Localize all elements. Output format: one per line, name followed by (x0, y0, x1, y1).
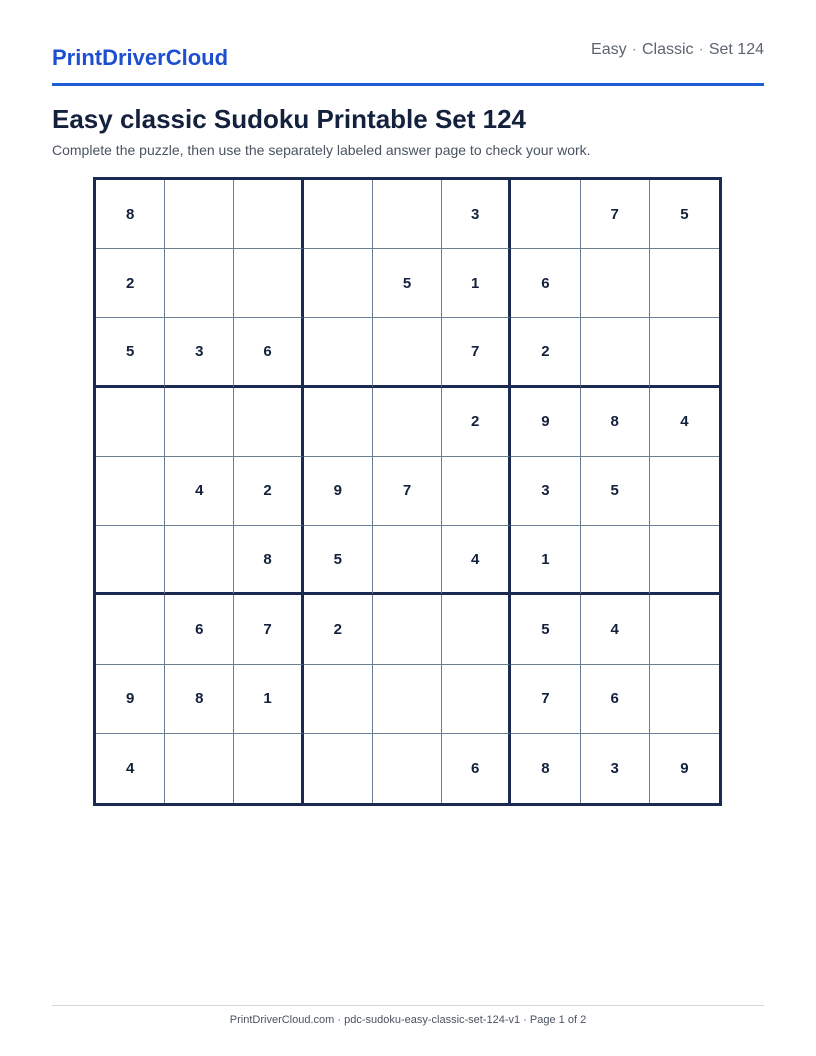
sudoku-given-cell[interactable]: 5 (304, 526, 373, 595)
sudoku-given-cell[interactable]: 7 (442, 318, 511, 387)
sudoku-given-cell[interactable]: 4 (165, 457, 234, 526)
sudoku-given-cell[interactable]: 6 (165, 595, 234, 664)
sudoku-given-cell[interactable]: 1 (234, 665, 303, 734)
meta-separator: · (631, 41, 637, 58)
sudoku-given-cell[interactable]: 7 (373, 457, 442, 526)
sudoku-given-cell[interactable]: 6 (442, 734, 511, 803)
sudoku-given-cell[interactable]: 5 (373, 249, 442, 318)
sudoku-empty-cell[interactable] (234, 388, 303, 457)
brand-logo[interactable]: PrintDriverCloud (52, 45, 229, 70)
sudoku-given-cell[interactable]: 9 (304, 457, 373, 526)
sudoku-empty-cell[interactable] (304, 249, 373, 318)
sudoku-empty-cell[interactable] (96, 526, 165, 595)
sudoku-grid (93, 177, 722, 806)
sudoku-empty-cell[interactable] (234, 180, 303, 249)
sudoku-empty-cell[interactable] (581, 526, 650, 595)
sudoku-empty-cell[interactable] (442, 457, 511, 526)
sudoku-empty-cell[interactable] (650, 665, 719, 734)
sudoku-empty-cell[interactable] (96, 595, 165, 664)
sudoku-empty-cell[interactable] (304, 734, 373, 803)
sudoku-given-cell[interactable]: 8 (581, 388, 650, 457)
meta-set: Set 124 (708, 41, 764, 58)
sudoku-empty-cell[interactable] (373, 388, 442, 457)
sudoku-given-cell[interactable]: 5 (650, 180, 719, 249)
page-header (52, 0, 764, 86)
sudoku-given-cell[interactable]: 4 (96, 734, 165, 803)
sudoku-given-cell[interactable]: 5 (581, 457, 650, 526)
sudoku-empty-cell[interactable] (373, 734, 442, 803)
sudoku-given-cell[interactable]: 9 (511, 388, 580, 457)
sudoku-empty-cell[interactable] (581, 318, 650, 387)
sudoku-given-cell[interactable]: 6 (511, 249, 580, 318)
sudoku-empty-cell[interactable] (304, 665, 373, 734)
sudoku-given-cell[interactable]: 7 (581, 180, 650, 249)
sudoku-empty-cell[interactable] (165, 249, 234, 318)
footer-text: PrintDriverCloud.com · pdc-sudoku-easy-classic-set-124-v1 · Page 1 of 2 (229, 1014, 587, 1026)
sudoku-given-cell[interactable]: 1 (442, 249, 511, 318)
sudoku-empty-cell[interactable] (442, 595, 511, 664)
sudoku-given-cell[interactable]: 2 (96, 249, 165, 318)
sudoku-empty-cell[interactable] (96, 457, 165, 526)
meta-separator: · (698, 41, 704, 58)
sudoku-given-cell[interactable]: 2 (511, 318, 580, 387)
sudoku-given-cell[interactable]: 3 (581, 734, 650, 803)
sudoku-given-cell[interactable]: 5 (96, 318, 165, 387)
sudoku-empty-cell[interactable] (234, 734, 303, 803)
sudoku-given-cell[interactable]: 4 (581, 595, 650, 664)
sudoku-empty-cell[interactable] (373, 595, 442, 664)
meta-difficulty: Easy (591, 41, 627, 58)
page-subtitle: Complete the puzzle, then use the separately labeled answer page to check your work. (52, 142, 591, 158)
page-footer (52, 1005, 764, 1026)
sudoku-empty-cell[interactable] (650, 526, 719, 595)
sudoku-given-cell[interactable]: 3 (511, 457, 580, 526)
sudoku-empty-cell[interactable] (442, 665, 511, 734)
sudoku-given-cell[interactable]: 8 (96, 180, 165, 249)
sudoku-given-cell[interactable]: 9 (96, 665, 165, 734)
sudoku-given-cell[interactable]: 3 (165, 318, 234, 387)
sudoku-empty-cell[interactable] (304, 318, 373, 387)
sudoku-given-cell[interactable]: 3 (442, 180, 511, 249)
sudoku-empty-cell[interactable] (96, 388, 165, 457)
sudoku-given-cell[interactable]: 2 (442, 388, 511, 457)
sudoku-empty-cell[interactable] (581, 249, 650, 318)
sudoku-given-cell[interactable]: 6 (581, 665, 650, 734)
sudoku-given-cell[interactable]: 2 (304, 595, 373, 664)
sudoku-given-cell[interactable]: 2 (234, 457, 303, 526)
sudoku-given-cell[interactable]: 8 (234, 526, 303, 595)
sudoku-empty-cell[interactable] (165, 734, 234, 803)
sudoku-empty-cell[interactable] (373, 665, 442, 734)
sudoku-empty-cell[interactable] (373, 318, 442, 387)
sudoku-given-cell[interactable]: 6 (234, 318, 303, 387)
sudoku-given-cell[interactable]: 8 (165, 665, 234, 734)
sudoku-empty-cell[interactable] (650, 595, 719, 664)
page-title: Easy classic Sudoku Printable Set 124 (52, 104, 527, 134)
sudoku-empty-cell[interactable] (304, 180, 373, 249)
sudoku-empty-cell[interactable] (373, 526, 442, 595)
sudoku-empty-cell[interactable] (165, 388, 234, 457)
sudoku-given-cell[interactable]: 8 (511, 734, 580, 803)
sudoku-given-cell[interactable]: 9 (680, 759, 689, 777)
sudoku-empty-cell[interactable] (650, 318, 719, 387)
meta-variant: Classic (641, 41, 694, 58)
sudoku-empty-cell[interactable] (511, 180, 580, 249)
sudoku-given-cell[interactable]: 7 (511, 665, 580, 734)
sudoku-empty-cell[interactable] (373, 180, 442, 249)
sudoku-given-cell[interactable]: 7 (234, 595, 303, 664)
sudoku-given-cell[interactable]: 1 (511, 526, 580, 595)
sudoku-empty-cell[interactable] (304, 388, 373, 457)
sudoku-given-cell[interactable]: 4 (650, 388, 719, 457)
sudoku-given-cell[interactable]: 5 (511, 595, 580, 664)
puzzle-meta (591, 41, 764, 59)
sudoku-empty-cell[interactable] (650, 457, 719, 526)
sudoku-empty-cell[interactable] (650, 249, 719, 318)
sudoku-empty-cell[interactable] (165, 526, 234, 595)
sudoku-empty-cell[interactable] (234, 249, 303, 318)
sudoku-empty-cell[interactable] (165, 180, 234, 249)
sudoku-given-cell[interactable]: 4 (442, 526, 511, 595)
